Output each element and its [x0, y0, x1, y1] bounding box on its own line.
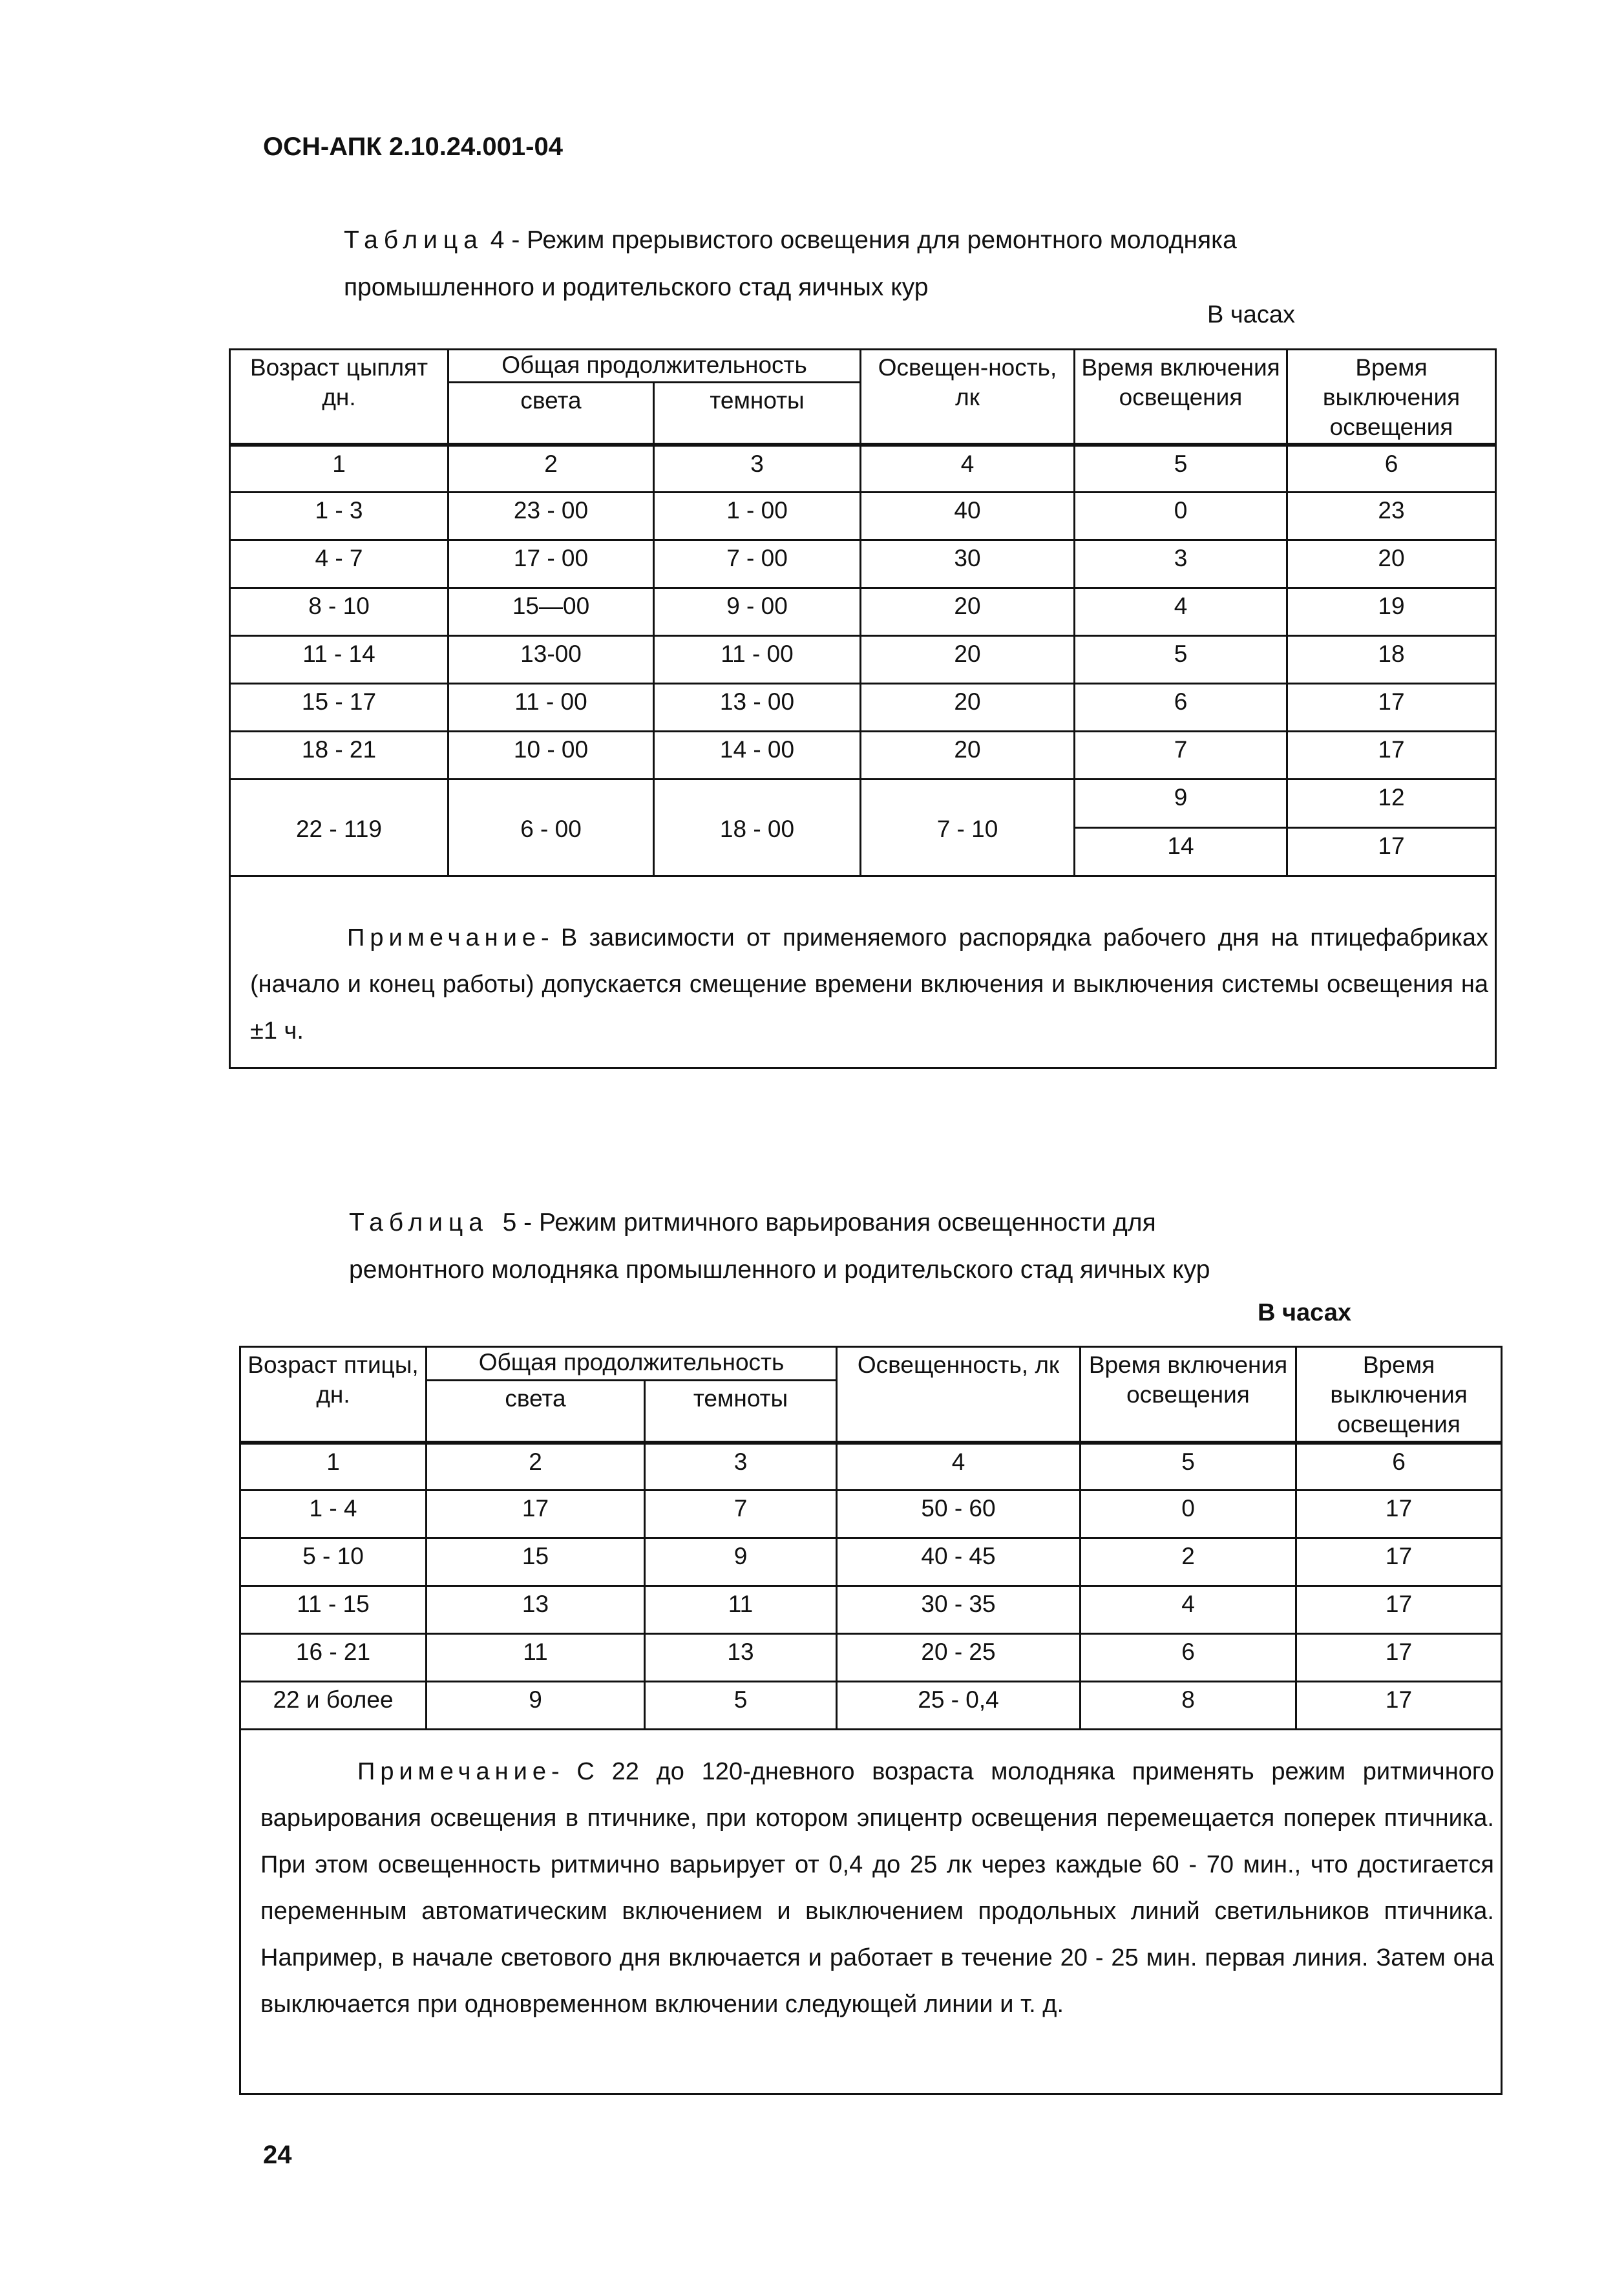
note-label: Примечание — [357, 1758, 551, 1785]
cell: 23 — [1287, 493, 1496, 540]
cell: 9 — [1075, 780, 1287, 828]
caption-number: 5 — [502, 1209, 517, 1236]
cell: 7 — [645, 1491, 837, 1538]
cell: 14 - 00 — [654, 732, 861, 780]
table-row — [230, 636, 1496, 684]
cell: 17 — [1296, 1538, 1502, 1586]
cell: 5 - 10 — [240, 1538, 427, 1586]
cell: 5 — [645, 1682, 837, 1730]
cell: 50 - 60 — [837, 1491, 1081, 1538]
table4 — [229, 348, 1497, 1069]
header-illum: Освещенность, лк — [837, 1347, 1081, 1443]
header-light: света — [448, 383, 654, 445]
header-dark: темноты — [654, 383, 861, 445]
cell: 4 — [837, 1443, 1081, 1491]
cell: 22 и более — [240, 1682, 427, 1730]
cell: 13-00 — [448, 636, 654, 684]
cell: 20 — [861, 684, 1075, 732]
cell: 13 - 00 — [654, 684, 861, 732]
cell: 1 — [230, 445, 448, 493]
cell: 6 — [1075, 684, 1287, 732]
header-off: Время выключения освещения — [1287, 350, 1496, 445]
cell: 8 — [1081, 1682, 1296, 1730]
document-code: ОСН-АПК 2.10.24.001-04 — [263, 133, 563, 161]
table-row — [240, 1634, 1502, 1682]
cell: 11 — [427, 1634, 645, 1682]
table5-note — [240, 1730, 1502, 2094]
cell: 30 - 35 — [837, 1586, 1081, 1634]
cell: 2 — [427, 1443, 645, 1491]
cell: 18 - 21 — [230, 732, 448, 780]
cell: 15 - 17 — [230, 684, 448, 732]
cell: 25 - 0,4 — [837, 1682, 1081, 1730]
header-off: Время выключения освещения — [1296, 1347, 1502, 1443]
cell: 15—00 — [448, 588, 654, 636]
cell: 2 — [1081, 1538, 1296, 1586]
header-light: света — [427, 1381, 645, 1443]
table-row — [230, 588, 1496, 636]
cell: 5 — [1075, 636, 1287, 684]
cell: 4 — [1081, 1586, 1296, 1634]
cell: 17 - 00 — [448, 540, 654, 588]
cell: 17 — [1287, 732, 1496, 780]
header-illum: Освещен-ность, лк — [861, 350, 1075, 445]
cell: 20 - 25 — [837, 1634, 1081, 1682]
cell: 6 — [1296, 1443, 1502, 1491]
cell: 17 — [427, 1491, 645, 1538]
cell: 6 - 00 — [448, 780, 654, 876]
cell: 17 — [1296, 1682, 1502, 1730]
cell: 4 - 7 — [230, 540, 448, 588]
header-age: Возраст цыплят дн. — [230, 350, 448, 445]
cell: 1 - 00 — [654, 493, 861, 540]
table-row — [240, 1682, 1502, 1730]
cell: 19 — [1287, 588, 1496, 636]
caption-label: Таблица — [344, 226, 483, 254]
cell: 6 — [1287, 445, 1496, 493]
cell: 17 — [1296, 1586, 1502, 1634]
cell: 11 - 00 — [654, 636, 861, 684]
table-row — [230, 540, 1496, 588]
header-on: Время включения освещения — [1081, 1347, 1296, 1443]
note-label: Примечание — [347, 924, 541, 951]
cell: 18 — [1287, 636, 1496, 684]
cell: 5 — [1075, 445, 1287, 493]
cell: 6 — [1081, 1634, 1296, 1682]
table-row — [230, 493, 1496, 540]
note-text: - В зависимости от применяемого распорядка рабочего дня на птицефабриках (начало и конец работы) допускается смещение времени включения и выключения системы освещения на ±1 ч. — [250, 924, 1488, 1045]
caption-line: - Режим прерывистого освещения для ремонтного молодняка — [511, 226, 1237, 254]
table-row — [240, 1491, 1502, 1538]
cell: 5 — [1081, 1443, 1296, 1491]
caption-line: - Режим ритмичного варьирования освещенности для — [523, 1209, 1156, 1236]
table-row — [230, 732, 1496, 780]
cell: 3 — [645, 1443, 837, 1491]
cell: 11 - 14 — [230, 636, 448, 684]
table-row — [230, 684, 1496, 732]
caption-label: Таблица — [349, 1209, 489, 1236]
cell: 9 — [645, 1538, 837, 1586]
cell: 40 - 45 — [837, 1538, 1081, 1586]
cell: 22 - 119 — [230, 780, 448, 876]
cell: 1 — [240, 1443, 427, 1491]
table5-unit: В часах — [1257, 1299, 1351, 1326]
cell: 9 - 00 — [654, 588, 861, 636]
cell: 7 - 10 — [861, 780, 1075, 876]
cell: 30 — [861, 540, 1075, 588]
cell: 15 — [427, 1538, 645, 1586]
cell: 2 — [448, 445, 654, 493]
cell: 7 - 00 — [654, 540, 861, 588]
header-dark: темноты — [645, 1381, 837, 1443]
cell: 4 — [1075, 588, 1287, 636]
table5-caption — [349, 1199, 1210, 1293]
cell: 17 — [1287, 828, 1496, 876]
caption-number: 4 — [490, 226, 505, 254]
column-number-row — [240, 1443, 1502, 1491]
table5 — [239, 1346, 1503, 2095]
cell: 20 — [1287, 540, 1496, 588]
cell: 16 - 21 — [240, 1634, 427, 1682]
cell: 11 - 15 — [240, 1586, 427, 1634]
cell: 1 - 3 — [230, 493, 448, 540]
column-number-row — [230, 445, 1496, 493]
cell: 11 - 00 — [448, 684, 654, 732]
cell: 11 — [645, 1586, 837, 1634]
cell: 3 — [1075, 540, 1287, 588]
cell: 0 — [1075, 493, 1287, 540]
cell: 20 — [861, 732, 1075, 780]
cell: 20 — [861, 588, 1075, 636]
table-row — [240, 1586, 1502, 1634]
cell: 13 — [427, 1586, 645, 1634]
cell: 4 — [861, 445, 1075, 493]
cell: 7 — [1075, 732, 1287, 780]
cell: 17 — [1296, 1491, 1502, 1538]
cell: 3 — [654, 445, 861, 493]
cell: 13 — [645, 1634, 837, 1682]
header-total: Общая продолжительность — [427, 1347, 837, 1381]
cell: 40 — [861, 493, 1075, 540]
cell: 20 — [861, 636, 1075, 684]
page-number: 24 — [263, 2141, 292, 2169]
cell: 17 — [1296, 1634, 1502, 1682]
cell: 1 - 4 — [240, 1491, 427, 1538]
header-on: Время включения освещения — [1075, 350, 1287, 445]
cell: 10 - 00 — [448, 732, 654, 780]
cell: 8 - 10 — [230, 588, 448, 636]
cell: 0 — [1081, 1491, 1296, 1538]
note-text: - С 22 до 120-дневного возраста молодняка применять режим ритмичного варьирования освещения в птичнике, при котором эпицентр освещения перемещается поперек птичника. При этом освещенность ритмично варьирует от 0,4 до 25 лк через каждые 60 - 70 мин., что достигается переменным автоматическим включением и выключением продольных линий светильников птичника. Например, в начале светового дня включается и работает в течение 20 - 25 мин. первая линия. Затем она выключается при одновременном включении следующей линии и т. д. — [260, 1758, 1494, 2018]
cell: 9 — [427, 1682, 645, 1730]
cell: 18 - 00 — [654, 780, 861, 876]
cell: 12 — [1287, 780, 1496, 828]
table4-note — [230, 876, 1496, 1068]
caption-line: промышленного и родительского стад яичных кур — [344, 273, 929, 301]
cell: 23 - 00 — [448, 493, 654, 540]
caption-line: ремонтного молодняка промышленного и родительского стад яичных кур — [349, 1256, 1210, 1284]
cell: 17 — [1287, 684, 1496, 732]
header-age: Возраст птицы, дн. — [240, 1347, 427, 1443]
header-total: Общая продолжительность — [448, 350, 861, 383]
table4-unit: В часах — [1207, 301, 1295, 328]
table-row — [240, 1538, 1502, 1586]
cell: 14 — [1075, 828, 1287, 876]
table4-caption — [344, 217, 1237, 311]
